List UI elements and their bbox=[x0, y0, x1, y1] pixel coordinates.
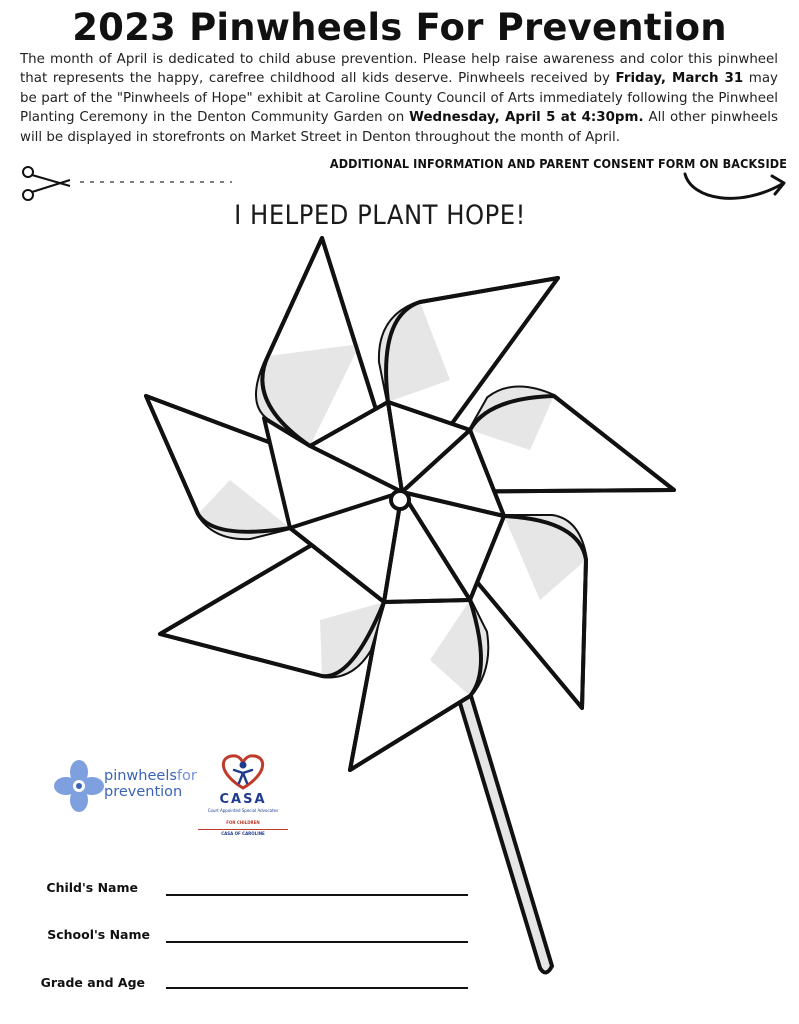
childs-name-label: Child's Name bbox=[46, 880, 138, 895]
pinwheels-for-prevention-logo bbox=[54, 760, 197, 820]
prevention-logo-word: prevention bbox=[104, 784, 183, 800]
schools-name-line[interactable] bbox=[166, 941, 468, 943]
intro-text-2: may be part of the "Pinwheels of Hope" exhibit at Caroline County Council of Arts immediately following the Pinwheel Planting Ceremony in the Denton Community Garden on bbox=[20, 71, 778, 126]
backside-note: ADDITIONAL INFORMATION AND PARENT CONSENT FORM ON BACKSIDE bbox=[329, 156, 787, 171]
pinwheels-logo-word: pinwheels bbox=[104, 768, 177, 784]
tagline: I HELPED PLANT HOPE! bbox=[234, 200, 526, 231]
intro-text-3: All other pinwheels will be displayed in storefronts on Market Street in Denton throughout the month of April. bbox=[20, 110, 778, 145]
casa-logo-org: CASA OF CAROLINE bbox=[198, 829, 288, 836]
grade-and-age-field[interactable] bbox=[0, 975, 480, 999]
pinwheel-logo-icon bbox=[54, 760, 104, 816]
casa-logo-subtitle: Court Appointed Special Advocates bbox=[207, 808, 279, 813]
grade-and-age-label: Grade and Age bbox=[40, 975, 145, 990]
casa-logo bbox=[198, 752, 288, 842]
intro-text-1: The month of April is dedicated to child abuse prevention. Please help raise awareness and color this pinwheel that represents the happy, carefree childhood all kids deserve. Pinwheels received by bbox=[20, 52, 778, 87]
childs-name-line[interactable] bbox=[166, 894, 468, 896]
casa-heart-icon bbox=[198, 752, 288, 792]
schools-name-label: School's Name bbox=[47, 927, 150, 942]
schools-name-field[interactable] bbox=[0, 927, 480, 951]
casa-logo-for-children: FOR CHILDREN bbox=[226, 820, 260, 825]
grade-and-age-line[interactable] bbox=[166, 987, 468, 989]
intro-ceremony-date: Wednesday, April 5 at 4:30pm. bbox=[409, 110, 644, 126]
childs-name-field[interactable] bbox=[0, 880, 480, 904]
casa-logo-name: CASA bbox=[219, 792, 267, 807]
intro-deadline: Friday, March 31 bbox=[615, 71, 744, 87]
page-title: 2023 Pinwheels For Prevention bbox=[72, 6, 727, 49]
pinwheels-logo-text bbox=[104, 768, 197, 800]
pinwheels-logo-for: for bbox=[176, 768, 197, 784]
